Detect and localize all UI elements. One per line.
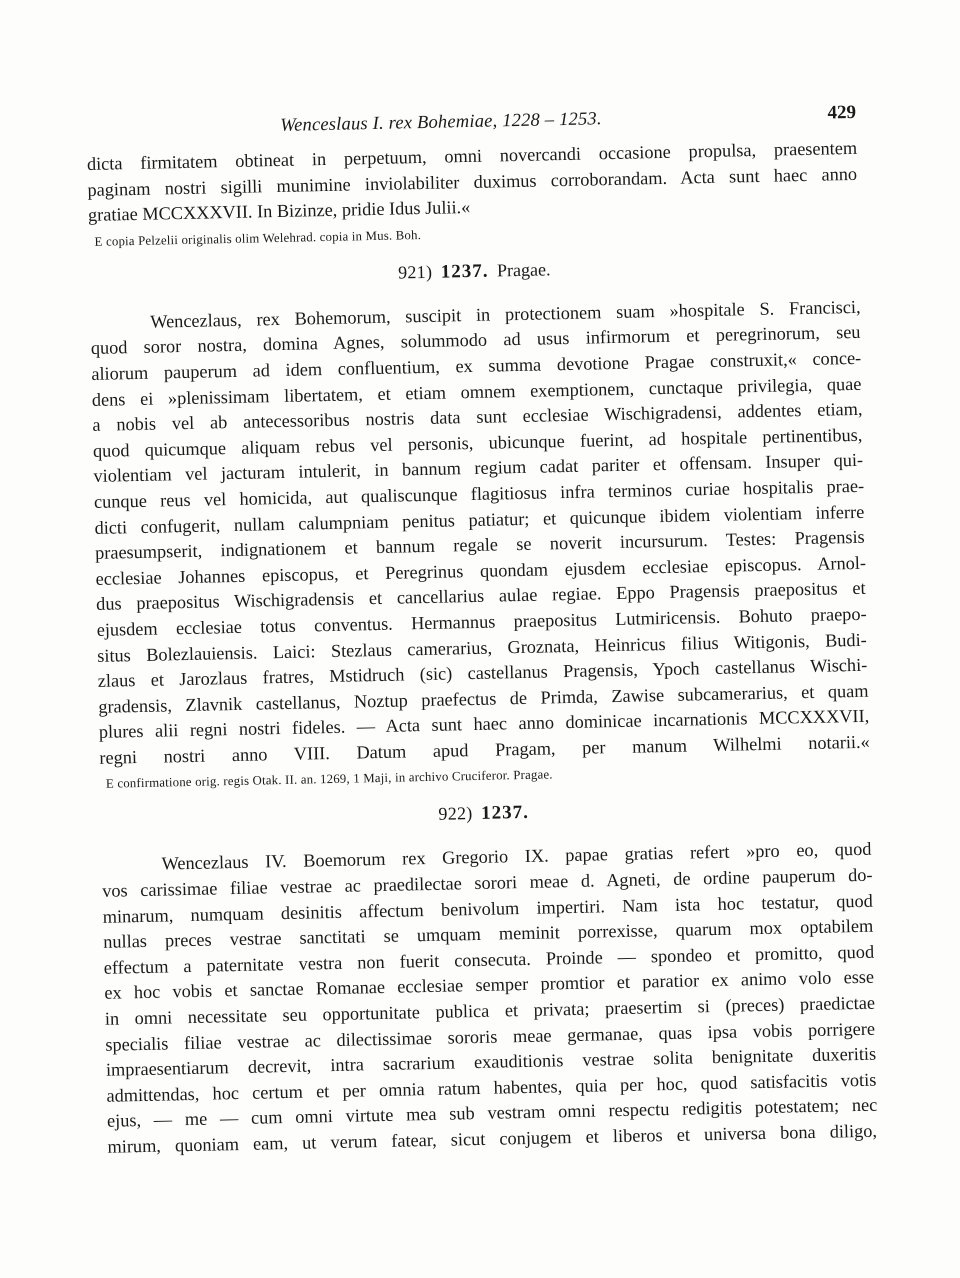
text-line: quod soror nostra, domina Agnes, solummodo ad usus infirmorum et peregrinorum, seu	[90, 322, 861, 359]
doc-922-heading	[101, 795, 871, 837]
text-line: plures alii regni nostri fideles. — Acta sunt haec anno dominicae incarnationis MCCXXXVII,	[98, 706, 870, 743]
text-line: mirum, quoniam eam, ut verum fatear, sicut conjugem et liberos et universa bona diligo,	[107, 1120, 878, 1157]
text-line: quod quicumque aliquam rebus vel personis, ubicunque fuerint, ad hospitale pertinentibus,	[92, 424, 863, 461]
text-line: dens ei »plenissimam libertatem, et etiam omnem exemptionem, cunctaque privilegia, quae	[91, 373, 862, 410]
text-line: dicta firmitatem obtineat in perpetuum, omni novercandi occasione propulsa, praesentem	[86, 137, 858, 174]
text-line: gradensis, Zlavnik castellanus, Noztup praefectus de Primda, Zawise subcamerarius, et quam	[98, 680, 869, 717]
doc-922-number: 922)	[438, 803, 473, 825]
text-line: specialis filiae vestrae ac dilectissimae sororis meae germanae, quas ipsa vobis porrigere	[105, 1018, 876, 1055]
doc-921-heading	[89, 253, 859, 295]
text-line: admittendas, hoc certum et per omnia ratum habentes, quia per hoc, quod satisfacitis votis	[106, 1069, 877, 1106]
text-line: ejusdem ecclesiae totus conventus. Hermannus praepositus Lutmiricensis. Bohuto praepo-	[96, 603, 867, 640]
text-line: praesumpserit, indignationem et bannum regale se noverit incursurum. Testes: Pragensis	[94, 526, 865, 564]
page-number: 429	[827, 101, 857, 124]
text-line: cunque reus vel homicida, aut qualiscunque flagitiosus infra terminos curiae hospitalis prae-	[93, 475, 865, 512]
text-line: paginam nostri sigilli munimine inviolabiliter duximus corroborandam. Acta sunt haec anno	[87, 163, 858, 200]
intro-paragraph	[87, 136, 858, 229]
text-line: ecclesiae Johannes episcopus, et Peregrinus quondam ejusdem ecclesiae episcopus. Arnol-	[95, 552, 867, 589]
doc-921-body	[90, 295, 869, 772]
text-line: violentiam vel jacturam intulerit, in bannum regium cadat pariter et offensam. Insuper qui-	[93, 450, 864, 487]
text-line: dus praepositus Wischigradensis et cancellarius aulae regiae. Eppo Pragensis praepositus et	[95, 578, 866, 615]
doc-921-year: 1237.	[440, 260, 489, 283]
text-line: gratiae MCCXXXVII. In Bizinze, pridie Idus Julii.«	[87, 197, 471, 226]
text-line: regni nostri anno VIII. Datum apud Pragam, per manum Wilhelmi notarii.«	[99, 731, 870, 768]
text-line: a nobis vel ab antecessoribus nostris data sunt ecclesiae Wischigradensi, addentes etiam,	[92, 398, 863, 436]
text-line: Wencezlaus IV. Boemorum rex Gregorio IX. papae gratias refert »pro eo, quod	[161, 839, 872, 875]
doc-921-place: Pragae.	[496, 259, 551, 281]
text-line: zlaus et Jarozlaus fratres, Mstidruch (sic) castellanus Pragensis, Ypoch castellanus Wischi-	[97, 654, 868, 691]
doc-921-source-note: E confirmatione orig. regis Otak. II. an. 1269, 1 Maji, in archivo Cruciferor. Pragae.	[105, 767, 553, 792]
doc-921-number: 921)	[397, 261, 433, 283]
text-line: vos carissimae filiae vestrae ac praedilectae sorori meae d. Agneti, de ordine pauperum do-	[101, 864, 873, 901]
text-line: situs Bolezlauiensis. Laici: Stezlaus camerarius, Groznata, Heinricus filius Witigonis, Budi-	[97, 629, 867, 666]
running-title: Wenceslaus I. rex Bohemiae, 1228 – 1253.	[279, 109, 602, 136]
text-line: ex hoc vobis et sanctae Romanae ecclesiae semper promtior et paratior ex animo volo esse	[104, 967, 875, 1004]
text-column	[86, 102, 878, 1160]
text-line: impraesentiarum decrevit, intra sacrarium exauditionis vestrae solita benignitate duxeritis	[105, 1043, 877, 1081]
doc-922-body	[101, 837, 877, 1160]
text-line: Wencezlaus, rex Bohemorum, suscipit in protectionem suam »hospitale S. Francisci,	[150, 296, 861, 332]
doc-922-year: 1237.	[480, 802, 530, 825]
intro-source-note: E copia Pelzelii originalis olim Welehrad. copia in Mus. Boh.	[94, 227, 422, 249]
text-line: nullas preces vestrae sanctitati se umquam meminit porrexisse, quarum mox optabilem	[103, 915, 874, 953]
text-line: effectum a paternitate vestra non fuerit consecuta. Proinde — spondeo et promitto, quod	[103, 941, 875, 978]
text-line: ejus, — me — cum omni virtute mea sub vestram omni respectu redigitis potestatem; nec	[106, 1095, 878, 1132]
text-line: dicti confugerit, nullam calumpniam penitus patiatur; et quicunque ibidem violentiam inferre	[94, 501, 865, 538]
text-line: in omni necessitate seu opportunitate publica et privata; praesertim si (preces) praedictae	[104, 992, 876, 1029]
text-line: minarum, numquam desinitis affectum benivolum impertiri. Nam ista hoc testatur, quod	[102, 890, 873, 927]
text-line: aliorum pauperum ad idem confluentium, ex summa devotione Pragae construxit,« conce-	[91, 347, 862, 384]
